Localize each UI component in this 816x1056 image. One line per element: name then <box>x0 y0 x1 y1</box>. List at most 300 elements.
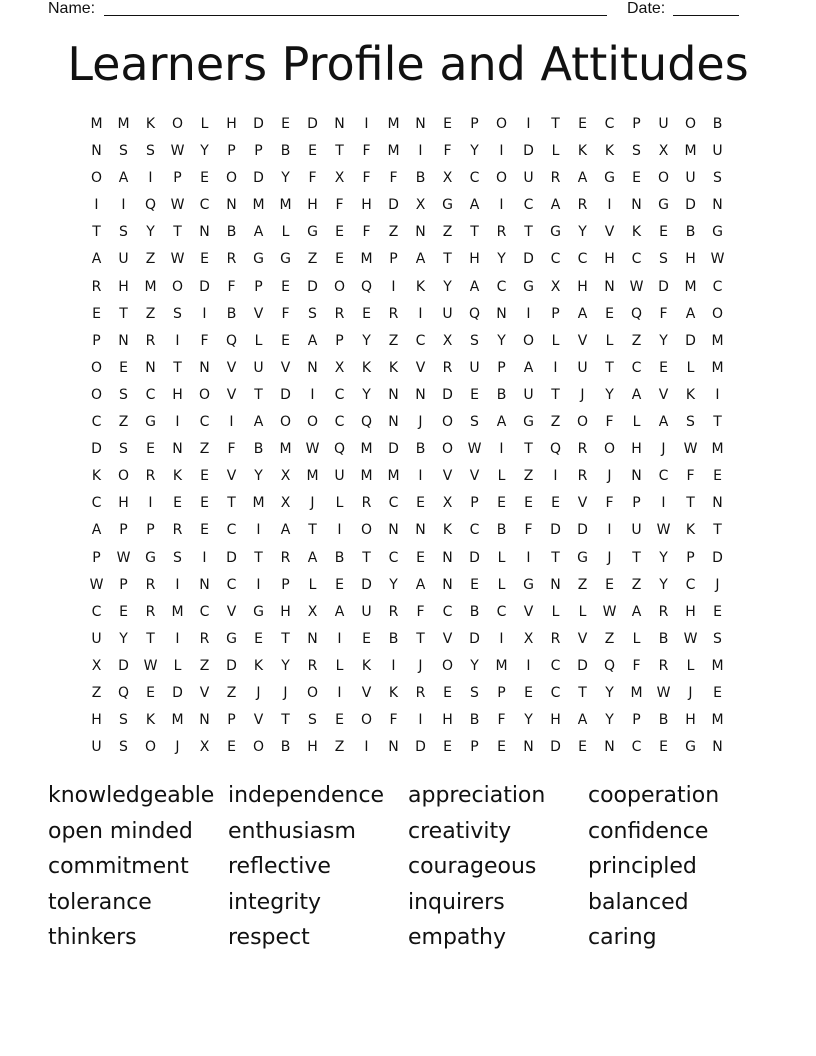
grid-letter[interactable]: I <box>175 414 180 431</box>
grid-letter[interactable]: R <box>226 251 237 268</box>
grid-letter[interactable]: A <box>469 197 480 214</box>
grid-letter[interactable]: V <box>442 630 453 647</box>
grid-letter[interactable]: G <box>442 197 453 214</box>
grid-letter[interactable]: I <box>121 197 126 214</box>
grid-letter[interactable]: H <box>118 278 129 295</box>
grid-letter[interactable]: A <box>469 278 480 295</box>
grid-letter[interactable]: S <box>713 630 722 647</box>
grid-letter[interactable]: E <box>443 739 452 756</box>
grid-letter[interactable]: L <box>173 657 182 674</box>
grid-letter[interactable]: S <box>470 332 479 349</box>
grid-letter[interactable]: S <box>119 143 128 160</box>
grid-letter[interactable]: Q <box>630 305 643 322</box>
grid-letter[interactable]: F <box>686 468 695 485</box>
grid-letter[interactable]: V <box>226 386 237 403</box>
grid-letter[interactable]: N <box>307 630 318 647</box>
grid-letter[interactable]: C <box>496 603 507 620</box>
grid-letter[interactable]: N <box>415 522 426 539</box>
grid-letter[interactable]: X <box>91 657 102 674</box>
grid-letter[interactable]: L <box>686 657 695 674</box>
grid-letter[interactable]: A <box>280 522 291 539</box>
grid-letter[interactable]: D <box>523 143 534 160</box>
grid-letter[interactable]: N <box>604 739 615 756</box>
grid-letter[interactable]: H <box>685 251 696 268</box>
grid-letter[interactable]: Z <box>631 332 642 349</box>
grid-letter[interactable]: Q <box>144 197 157 214</box>
grid-letter[interactable]: A <box>523 359 534 376</box>
grid-letter[interactable]: E <box>578 739 587 756</box>
grid-letter[interactable]: C <box>550 251 561 268</box>
grid-letter[interactable]: T <box>173 224 182 241</box>
grid-letter[interactable]: O <box>360 712 373 729</box>
grid-letter[interactable]: V <box>604 224 615 241</box>
grid-letter[interactable]: E <box>200 468 209 485</box>
grid-letter[interactable]: J <box>607 468 612 485</box>
grid-letter[interactable]: N <box>199 359 210 376</box>
grid-letter[interactable]: F <box>497 712 506 729</box>
grid-letter[interactable]: P <box>497 359 506 376</box>
grid-letter[interactable]: K <box>631 224 642 241</box>
grid-letter[interactable]: O <box>90 170 103 187</box>
grid-letter[interactable]: A <box>334 603 345 620</box>
grid-letter[interactable]: A <box>307 549 318 566</box>
grid-letter[interactable]: R <box>442 359 453 376</box>
grid-letter[interactable]: U <box>469 359 480 376</box>
grid-letter[interactable]: D <box>253 170 264 187</box>
grid-letter[interactable]: O <box>171 116 184 132</box>
grid-letter[interactable]: D <box>658 278 669 295</box>
grid-letter[interactable]: A <box>496 414 507 431</box>
grid-letter[interactable]: M <box>711 332 724 349</box>
grid-letter[interactable]: A <box>415 576 426 593</box>
grid-letter[interactable]: T <box>443 251 452 268</box>
grid-letter[interactable]: U <box>523 386 534 403</box>
grid-letter[interactable]: K <box>361 657 372 674</box>
grid-letter[interactable]: B <box>685 224 696 241</box>
grid-letter[interactable]: V <box>577 332 588 349</box>
grid-letter[interactable]: I <box>364 739 369 756</box>
grid-letter[interactable]: E <box>713 684 722 701</box>
grid-letter[interactable]: N <box>334 116 345 132</box>
grid-letter[interactable]: S <box>173 305 182 322</box>
grid-letter[interactable]: O <box>657 170 670 187</box>
grid-letter[interactable]: O <box>90 386 103 403</box>
grid-letter[interactable]: C <box>388 549 399 566</box>
grid-letter[interactable]: I <box>499 143 504 160</box>
grid-letter[interactable]: N <box>388 414 399 431</box>
grid-letter[interactable]: G <box>577 549 588 566</box>
grid-letter[interactable]: I <box>148 170 153 187</box>
grid-letter[interactable]: E <box>200 170 209 187</box>
grid-letter[interactable]: N <box>523 739 534 756</box>
grid-letter[interactable]: S <box>470 684 479 701</box>
grid-letter[interactable]: Q <box>360 414 373 431</box>
grid-letter[interactable]: F <box>362 224 371 241</box>
grid-letter[interactable]: S <box>686 414 695 431</box>
grid-letter[interactable]: J <box>688 684 693 701</box>
grid-letter[interactable]: I <box>337 630 342 647</box>
grid-letter[interactable]: P <box>551 305 560 322</box>
grid-letter[interactable]: Q <box>549 441 562 458</box>
grid-letter[interactable]: B <box>712 116 723 132</box>
grid-letter[interactable]: I <box>526 116 531 132</box>
grid-letter[interactable]: O <box>441 441 454 458</box>
grid-letter[interactable]: N <box>388 522 399 539</box>
grid-letter[interactable]: E <box>605 576 614 593</box>
grid-letter[interactable]: N <box>118 332 129 349</box>
grid-letter[interactable]: I <box>499 441 504 458</box>
grid-letter[interactable]: E <box>146 684 155 701</box>
grid-letter[interactable]: B <box>415 441 426 458</box>
grid-letter[interactable]: B <box>253 441 264 458</box>
grid-letter[interactable]: D <box>712 549 723 566</box>
grid-letter[interactable]: C <box>442 603 453 620</box>
grid-letter[interactable]: K <box>388 359 399 376</box>
grid-letter[interactable]: C <box>226 522 237 539</box>
grid-letter[interactable]: M <box>171 603 184 620</box>
grid-letter[interactable]: A <box>91 522 102 539</box>
grid-letter[interactable]: F <box>281 305 290 322</box>
grid-letter[interactable]: D <box>442 386 453 403</box>
grid-letter[interactable]: E <box>335 224 344 241</box>
grid-letter[interactable]: C <box>523 197 534 214</box>
grid-letter[interactable]: Q <box>333 441 346 458</box>
grid-letter[interactable]: P <box>146 522 155 539</box>
grid-letter[interactable]: K <box>91 468 102 485</box>
grid-letter[interactable]: G <box>253 251 264 268</box>
grid-letter[interactable]: X <box>550 278 561 295</box>
grid-letter[interactable]: I <box>337 684 342 701</box>
grid-letter[interactable]: R <box>415 684 426 701</box>
grid-letter[interactable]: K <box>361 359 372 376</box>
grid-letter[interactable]: R <box>388 305 399 322</box>
grid-letter[interactable]: Z <box>145 251 156 268</box>
grid-letter[interactable]: V <box>469 468 480 485</box>
grid-letter[interactable]: E <box>497 739 506 756</box>
grid-letter[interactable]: N <box>199 224 210 241</box>
grid-letter[interactable]: Y <box>362 332 371 349</box>
grid-letter[interactable]: V <box>577 630 588 647</box>
grid-letter[interactable]: F <box>524 522 533 539</box>
grid-letter[interactable]: H <box>307 197 318 214</box>
grid-letter[interactable]: M <box>495 657 508 674</box>
grid-letter[interactable]: Z <box>118 414 129 431</box>
grid-letter[interactable]: D <box>469 549 480 566</box>
grid-letter[interactable]: D <box>550 739 561 756</box>
grid-letter[interactable]: F <box>605 495 614 512</box>
grid-letter[interactable]: Y <box>605 684 614 701</box>
grid-letter[interactable]: S <box>146 143 155 160</box>
grid-letter[interactable]: Z <box>91 684 102 701</box>
grid-letter[interactable]: Y <box>578 224 587 241</box>
grid-letter[interactable]: W <box>170 251 185 268</box>
grid-letter[interactable]: L <box>632 414 641 431</box>
grid-letter[interactable]: H <box>685 712 696 729</box>
grid-letter[interactable]: C <box>604 116 615 132</box>
grid-letter[interactable]: A <box>307 332 318 349</box>
grid-letter[interactable]: H <box>469 251 480 268</box>
grid-letter[interactable]: C <box>91 603 102 620</box>
grid-letter[interactable]: L <box>551 143 560 160</box>
grid-letter[interactable]: A <box>685 305 696 322</box>
grid-letter[interactable]: K <box>685 522 696 539</box>
grid-letter[interactable]: E <box>146 441 155 458</box>
grid-letter[interactable]: A <box>91 251 102 268</box>
grid-letter[interactable]: Z <box>523 468 534 485</box>
grid-letter[interactable]: E <box>659 224 668 241</box>
grid-letter[interactable]: D <box>307 116 318 132</box>
grid-letter[interactable]: Z <box>388 332 399 349</box>
grid-letter[interactable]: D <box>415 739 426 756</box>
grid-letter[interactable]: R <box>145 468 156 485</box>
grid-letter[interactable]: D <box>577 522 588 539</box>
grid-letter[interactable]: T <box>362 549 371 566</box>
grid-letter[interactable]: R <box>496 224 507 241</box>
grid-letter[interactable]: D <box>199 278 210 295</box>
grid-letter[interactable]: R <box>577 468 588 485</box>
grid-letter[interactable]: O <box>684 116 697 132</box>
grid-letter[interactable]: T <box>524 224 533 241</box>
grid-letter[interactable]: I <box>364 116 369 132</box>
grid-letter[interactable]: H <box>280 603 291 620</box>
grid-letter[interactable]: Y <box>254 468 263 485</box>
grid-letter[interactable]: I <box>202 549 207 566</box>
grid-letter[interactable]: B <box>469 603 480 620</box>
grid-letter[interactable]: P <box>119 576 128 593</box>
grid-letter[interactable]: Y <box>200 143 209 160</box>
grid-letter[interactable]: C <box>631 359 642 376</box>
grid-letter[interactable]: Y <box>605 712 614 729</box>
grid-letter[interactable]: S <box>119 712 128 729</box>
grid-letter[interactable]: W <box>683 441 698 458</box>
grid-letter[interactable]: T <box>416 630 425 647</box>
grid-letter[interactable]: U <box>658 116 669 132</box>
grid-letter[interactable]: E <box>173 495 182 512</box>
grid-letter[interactable]: X <box>199 739 210 756</box>
grid-letter[interactable]: T <box>335 143 344 160</box>
grid-letter[interactable]: T <box>605 359 614 376</box>
grid-letter[interactable]: S <box>308 712 317 729</box>
grid-letter[interactable]: J <box>661 441 666 458</box>
grid-letter[interactable]: P <box>227 712 236 729</box>
grid-letter[interactable]: M <box>360 251 373 268</box>
grid-letter[interactable]: W <box>170 197 185 214</box>
grid-letter[interactable]: E <box>281 116 290 132</box>
grid-letter[interactable]: N <box>550 576 561 593</box>
grid-letter[interactable]: W <box>656 684 671 701</box>
grid-letter[interactable]: C <box>550 684 561 701</box>
grid-letter[interactable]: K <box>145 116 156 132</box>
grid-letter[interactable]: O <box>711 305 724 322</box>
grid-letter[interactable]: V <box>226 359 237 376</box>
grid-letter[interactable]: N <box>712 197 723 214</box>
grid-letter[interactable]: N <box>226 197 237 214</box>
grid-letter[interactable]: A <box>631 603 642 620</box>
grid-letter[interactable]: O <box>603 441 616 458</box>
grid-letter[interactable]: M <box>171 712 184 729</box>
grid-letter[interactable]: B <box>226 305 237 322</box>
grid-letter[interactable]: H <box>550 712 561 729</box>
grid-letter[interactable]: T <box>713 522 722 539</box>
grid-letter[interactable]: I <box>175 576 180 593</box>
grid-letter[interactable]: J <box>580 386 585 403</box>
grid-letter[interactable]: M <box>279 197 292 214</box>
grid-letter[interactable]: G <box>658 197 669 214</box>
grid-letter[interactable]: Y <box>605 386 614 403</box>
grid-letter[interactable]: U <box>91 630 102 647</box>
grid-letter[interactable]: E <box>524 495 533 512</box>
grid-letter[interactable]: R <box>577 197 588 214</box>
grid-letter[interactable]: U <box>118 251 129 268</box>
grid-letter[interactable]: N <box>307 359 318 376</box>
grid-letter[interactable]: F <box>335 197 344 214</box>
grid-letter[interactable]: G <box>523 278 534 295</box>
grid-letter[interactable]: Z <box>550 414 561 431</box>
grid-letter[interactable]: E <box>416 549 425 566</box>
grid-letter[interactable]: K <box>145 712 156 729</box>
grid-letter[interactable]: E <box>335 712 344 729</box>
grid-letter[interactable]: X <box>442 170 453 187</box>
grid-letter[interactable]: C <box>712 278 723 295</box>
grid-letter[interactable]: W <box>116 549 131 566</box>
grid-letter[interactable]: H <box>118 495 129 512</box>
grid-letter[interactable]: D <box>226 657 237 674</box>
grid-letter[interactable]: I <box>661 495 666 512</box>
grid-letter[interactable]: W <box>467 441 482 458</box>
grid-letter[interactable]: T <box>632 549 641 566</box>
grid-letter[interactable]: S <box>713 170 722 187</box>
grid-letter[interactable]: D <box>550 522 561 539</box>
grid-letter[interactable]: C <box>226 576 237 593</box>
grid-letter[interactable]: H <box>172 386 183 403</box>
grid-letter[interactable]: P <box>92 332 101 349</box>
grid-letter[interactable]: U <box>631 522 642 539</box>
grid-letter[interactable]: G <box>145 549 156 566</box>
grid-letter[interactable]: O <box>252 739 265 756</box>
grid-letter[interactable]: L <box>632 630 641 647</box>
grid-letter[interactable]: L <box>281 224 290 241</box>
grid-letter[interactable]: O <box>522 332 535 349</box>
grid-letter[interactable]: K <box>415 278 426 295</box>
grid-letter[interactable]: T <box>713 414 722 431</box>
grid-letter[interactable]: L <box>497 468 506 485</box>
grid-letter[interactable]: D <box>307 278 318 295</box>
grid-letter[interactable]: S <box>119 441 128 458</box>
grid-letter[interactable]: E <box>713 468 722 485</box>
grid-letter[interactable]: L <box>308 576 317 593</box>
grid-letter[interactable]: O <box>225 170 238 187</box>
grid-letter[interactable]: W <box>143 657 158 674</box>
grid-letter[interactable]: P <box>254 278 263 295</box>
grid-letter[interactable]: N <box>442 549 453 566</box>
grid-letter[interactable]: C <box>631 251 642 268</box>
grid-letter[interactable]: P <box>92 549 101 566</box>
grid-letter[interactable]: J <box>310 495 315 512</box>
grid-letter[interactable]: O <box>306 684 319 701</box>
grid-letter[interactable]: E <box>254 630 263 647</box>
grid-letter[interactable]: R <box>658 657 669 674</box>
grid-letter[interactable]: N <box>415 116 426 132</box>
grid-letter[interactable]: I <box>256 522 261 539</box>
grid-letter[interactable]: O <box>360 522 373 539</box>
grid-letter[interactable]: E <box>119 603 128 620</box>
grid-letter[interactable]: O <box>117 468 130 485</box>
grid-letter[interactable]: C <box>199 603 210 620</box>
grid-letter[interactable]: O <box>441 657 454 674</box>
grid-letter[interactable]: W <box>305 441 320 458</box>
grid-letter[interactable]: R <box>334 305 345 322</box>
grid-letter[interactable]: N <box>199 712 210 729</box>
grid-letter[interactable]: M <box>630 684 643 701</box>
grid-letter[interactable]: F <box>632 657 641 674</box>
grid-letter[interactable]: K <box>577 143 588 160</box>
grid-letter[interactable]: L <box>335 495 344 512</box>
grid-letter[interactable]: T <box>551 549 560 566</box>
grid-letter[interactable]: A <box>631 386 642 403</box>
grid-letter[interactable]: G <box>604 170 615 187</box>
grid-letter[interactable]: Q <box>360 278 373 295</box>
grid-letter[interactable]: P <box>281 576 290 593</box>
grid-letter[interactable]: Y <box>470 657 479 674</box>
grid-letter[interactable]: V <box>523 603 534 620</box>
grid-letter[interactable]: Y <box>389 576 398 593</box>
grid-letter[interactable]: T <box>92 224 101 241</box>
grid-letter[interactable]: Z <box>604 630 615 647</box>
grid-letter[interactable]: J <box>175 739 180 756</box>
grid-letter[interactable]: Y <box>281 657 290 674</box>
grid-letter[interactable]: Q <box>117 684 130 701</box>
grid-letter[interactable]: P <box>119 522 128 539</box>
grid-letter[interactable]: Z <box>388 224 399 241</box>
grid-letter[interactable]: T <box>119 305 128 322</box>
grid-letter[interactable]: R <box>550 170 561 187</box>
grid-letter[interactable]: C <box>145 386 156 403</box>
grid-letter[interactable]: J <box>418 414 423 431</box>
grid-letter[interactable]: K <box>172 468 183 485</box>
grid-letter[interactable]: D <box>226 549 237 566</box>
grid-letter[interactable]: T <box>173 359 182 376</box>
grid-letter[interactable]: F <box>227 278 236 295</box>
grid-letter[interactable]: F <box>416 603 425 620</box>
grid-letter[interactable]: W <box>629 278 644 295</box>
grid-letter[interactable]: W <box>710 251 725 268</box>
grid-letter[interactable]: A <box>577 305 588 322</box>
grid-letter[interactable]: Y <box>470 143 479 160</box>
grid-letter[interactable]: E <box>200 251 209 268</box>
grid-letter[interactable]: T <box>281 712 290 729</box>
grid-letter[interactable]: O <box>495 116 508 132</box>
grid-letter[interactable]: T <box>308 522 317 539</box>
grid-letter[interactable]: F <box>200 332 209 349</box>
grid-letter[interactable]: V <box>226 603 237 620</box>
grid-letter[interactable]: C <box>199 414 210 431</box>
grid-letter[interactable]: C <box>388 495 399 512</box>
grid-letter[interactable]: T <box>254 386 263 403</box>
grid-letter[interactable]: C <box>469 170 480 187</box>
grid-letter[interactable]: D <box>469 630 480 647</box>
grid-letter[interactable]: H <box>577 278 588 295</box>
grid-letter[interactable]: Q <box>225 332 238 349</box>
grid-letter[interactable]: B <box>496 386 507 403</box>
grid-letter[interactable]: T <box>551 386 560 403</box>
grid-letter[interactable]: D <box>361 576 372 593</box>
grid-letter[interactable]: I <box>418 305 423 322</box>
grid-letter[interactable]: Q <box>603 657 616 674</box>
grid-letter[interactable]: C <box>631 739 642 756</box>
grid-letter[interactable]: U <box>361 603 372 620</box>
grid-letter[interactable]: V <box>577 495 588 512</box>
grid-letter[interactable]: I <box>526 657 531 674</box>
